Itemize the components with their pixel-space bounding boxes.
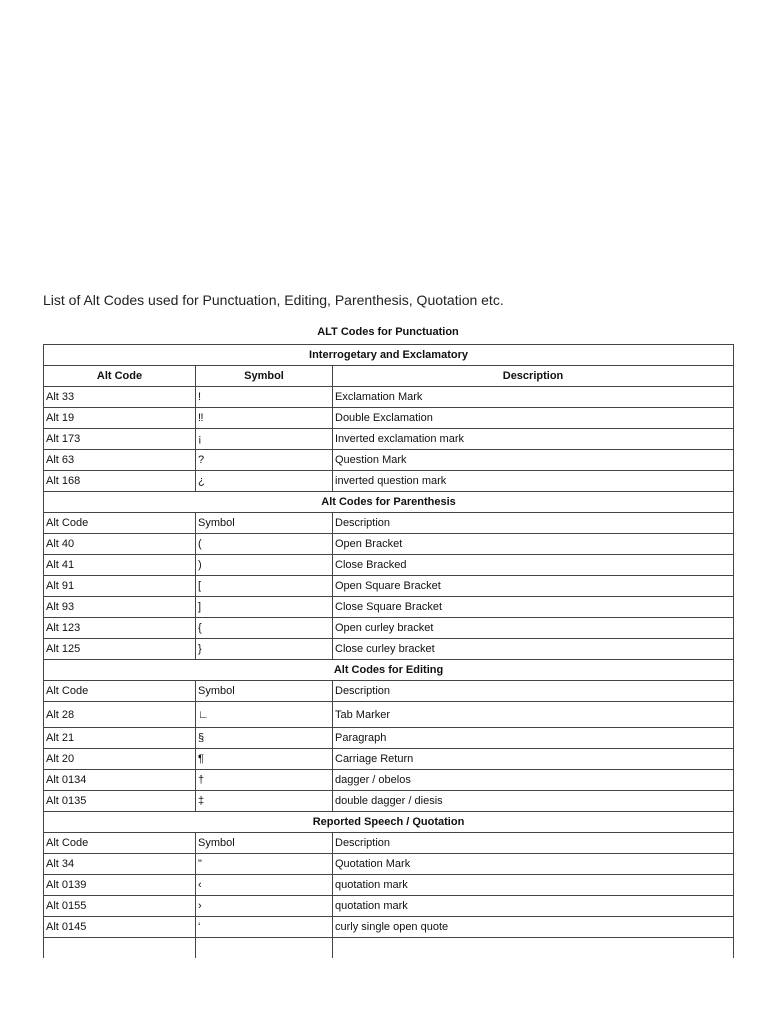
alt-code-cell: Alt 0134 xyxy=(44,770,196,791)
table-row xyxy=(44,875,734,896)
section-row xyxy=(44,660,734,681)
column-header: Alt Code xyxy=(44,833,196,854)
description-cell: Close curley bracket xyxy=(333,639,734,660)
description-cell: Close Square Bracket xyxy=(333,597,734,618)
table-row xyxy=(44,618,734,639)
table-container xyxy=(43,344,735,958)
table-row xyxy=(44,429,734,450)
symbol-cell: ¿ xyxy=(196,471,333,492)
alt-code-cell: Alt 33 xyxy=(44,387,196,408)
alt-code-cell: Alt 34 xyxy=(44,854,196,875)
alt-code-cell: Alt 63 xyxy=(44,450,196,471)
symbol-cell: ( xyxy=(196,534,333,555)
alt-code-cell: Alt 125 xyxy=(44,639,196,660)
description-cell: Open Square Bracket xyxy=(333,576,734,597)
description-cell xyxy=(333,938,734,959)
column-header: Description xyxy=(333,513,734,534)
symbol-cell: ‹ xyxy=(196,875,333,896)
column-header: Symbol xyxy=(196,513,333,534)
symbol-cell: ] xyxy=(196,597,333,618)
table-row xyxy=(44,749,734,770)
description-cell: Quotation Mark xyxy=(333,854,734,875)
alt-codes-table xyxy=(43,344,734,958)
column-header-row xyxy=(44,681,734,702)
symbol-cell: ∟ xyxy=(196,702,333,728)
table-row xyxy=(44,639,734,660)
table-row xyxy=(44,597,734,618)
table-row xyxy=(44,770,734,791)
description-cell: Inverted exclamation mark xyxy=(333,429,734,450)
symbol-cell: ? xyxy=(196,450,333,471)
alt-code-cell: Alt 0155 xyxy=(44,896,196,917)
symbol-cell: ) xyxy=(196,555,333,576)
column-header: Description xyxy=(333,833,734,854)
alt-code-cell: Alt 20 xyxy=(44,749,196,770)
symbol-cell: ‼ xyxy=(196,408,333,429)
symbol-cell: ‘ xyxy=(196,917,333,938)
table-row xyxy=(44,791,734,812)
symbol-cell: ¡ xyxy=(196,429,333,450)
alt-code-cell: Alt 28 xyxy=(44,702,196,728)
section-row xyxy=(44,492,734,513)
column-header-row xyxy=(44,513,734,534)
section-row xyxy=(44,345,734,366)
table-caption: ALT Codes for Punctuation xyxy=(317,326,459,338)
alt-code-cell: Alt 93 xyxy=(44,597,196,618)
description-cell: Carriage Return xyxy=(333,749,734,770)
table-row xyxy=(44,917,734,938)
alt-code-cell: Alt 0139 xyxy=(44,875,196,896)
description-cell: Exclamation Mark xyxy=(333,387,734,408)
section-title: Alt Codes for Editing xyxy=(44,660,734,681)
alt-code-cell xyxy=(44,938,196,959)
symbol-cell: › xyxy=(196,896,333,917)
column-header-row xyxy=(44,833,734,854)
table-row xyxy=(44,702,734,728)
symbol-cell: ¶ xyxy=(196,749,333,770)
symbol-cell xyxy=(196,938,333,959)
table-row xyxy=(44,555,734,576)
symbol-cell: [ xyxy=(196,576,333,597)
description-cell: Tab Marker xyxy=(333,702,734,728)
table-row xyxy=(44,854,734,875)
alt-code-cell: Alt 123 xyxy=(44,618,196,639)
table-row xyxy=(44,387,734,408)
table-row xyxy=(44,471,734,492)
column-header: Alt Code xyxy=(44,513,196,534)
column-header: Alt Code xyxy=(44,681,196,702)
column-header: Description xyxy=(333,366,734,387)
column-header: Description xyxy=(333,681,734,702)
description-cell: dagger / obelos xyxy=(333,770,734,791)
description-cell: quotation mark xyxy=(333,896,734,917)
column-header: Symbol xyxy=(196,366,333,387)
description-cell: Open Bracket xyxy=(333,534,734,555)
alt-code-cell: Alt 173 xyxy=(44,429,196,450)
symbol-cell: ‡ xyxy=(196,791,333,812)
alt-code-cell: Alt 0145 xyxy=(44,917,196,938)
table-row xyxy=(44,728,734,749)
alt-code-cell: Alt 19 xyxy=(44,408,196,429)
section-title: Alt Codes for Parenthesis xyxy=(44,492,734,513)
column-header: Symbol xyxy=(196,681,333,702)
section-title: Reported Speech / Quotation xyxy=(44,812,734,833)
symbol-cell: { xyxy=(196,618,333,639)
table-row xyxy=(44,576,734,597)
alt-code-cell: Alt 91 xyxy=(44,576,196,597)
column-header: Symbol xyxy=(196,833,333,854)
symbol-cell: † xyxy=(196,770,333,791)
description-cell: Paragraph xyxy=(333,728,734,749)
alt-code-cell: Alt 41 xyxy=(44,555,196,576)
table-row xyxy=(44,450,734,471)
column-header-row xyxy=(44,366,734,387)
section-row xyxy=(44,812,734,833)
symbol-cell: } xyxy=(196,639,333,660)
table-row xyxy=(44,534,734,555)
description-cell: Question Mark xyxy=(333,450,734,471)
symbol-cell: § xyxy=(196,728,333,749)
symbol-cell: ! xyxy=(196,387,333,408)
table-row xyxy=(44,408,734,429)
table-row xyxy=(44,896,734,917)
column-header: Alt Code xyxy=(44,366,196,387)
description-cell: inverted question mark xyxy=(333,471,734,492)
alt-code-cell: Alt 0135 xyxy=(44,791,196,812)
section-title: Interrogetary and Exclamatory xyxy=(44,345,734,366)
table-row xyxy=(44,938,734,959)
description-cell: quotation mark xyxy=(333,875,734,896)
description-cell: Close Bracked xyxy=(333,555,734,576)
alt-code-cell: Alt 21 xyxy=(44,728,196,749)
alt-code-cell: Alt 40 xyxy=(44,534,196,555)
alt-code-cell: Alt 168 xyxy=(44,471,196,492)
symbol-cell: " xyxy=(196,854,333,875)
description-cell: Open curley bracket xyxy=(333,618,734,639)
description-cell: double dagger / diesis xyxy=(333,791,734,812)
description-cell: curly single open quote xyxy=(333,917,734,938)
description-cell: Double Exclamation xyxy=(333,408,734,429)
intro-text: List of Alt Codes used for Punctuation, Editing, Parenthesis, Quotation etc. xyxy=(43,292,504,308)
